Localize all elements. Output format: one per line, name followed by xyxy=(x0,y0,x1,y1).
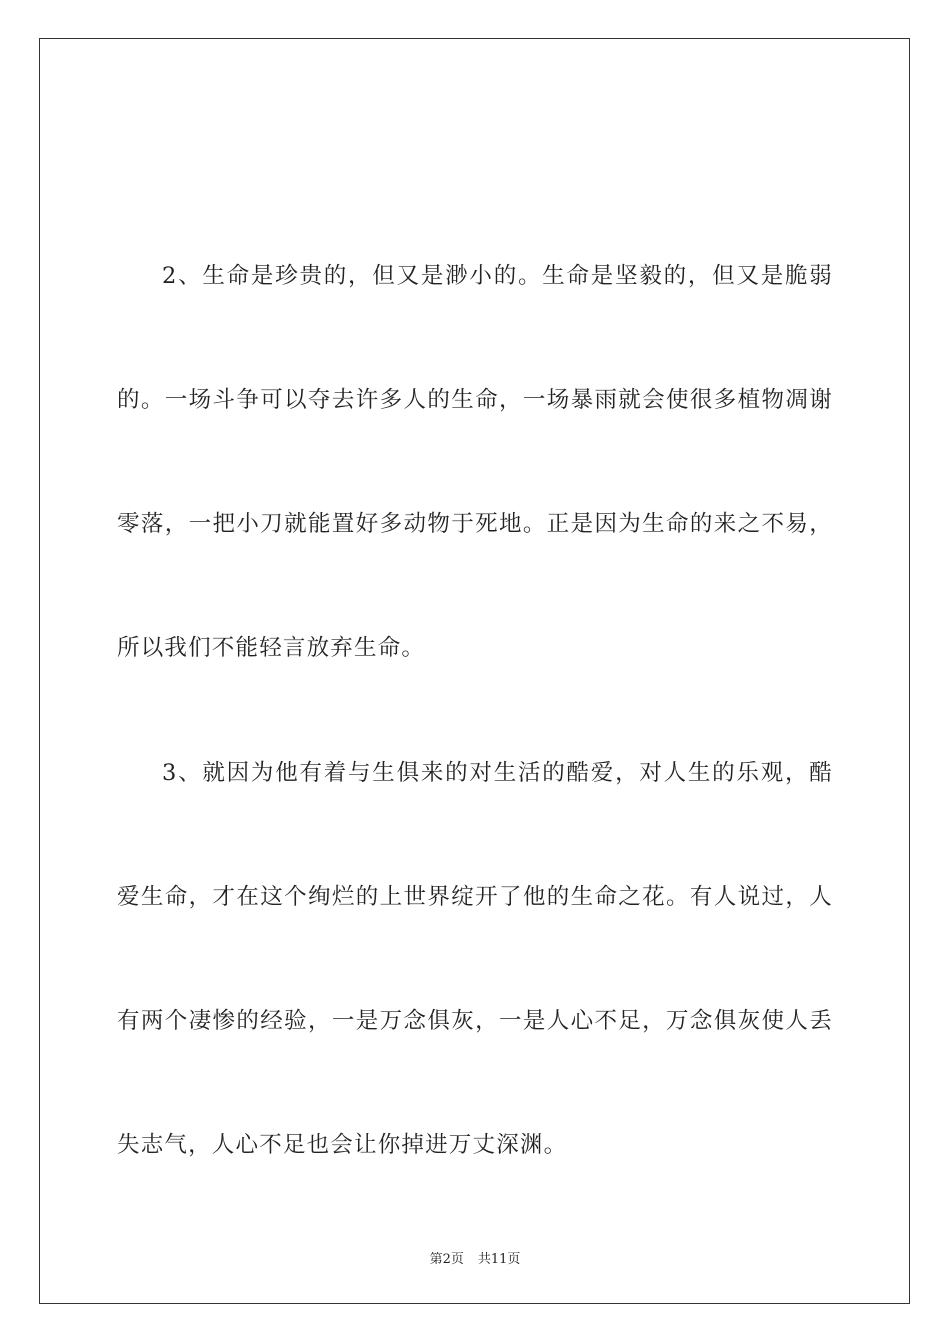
page-footer xyxy=(0,1248,950,1267)
paragraph-2-line-4: 所以我们不能轻言放弃生命。 xyxy=(117,635,426,661)
page-total: 共11页 xyxy=(477,1252,521,1267)
paragraph-3-line-3: 有两个凄惨的经验，一是万念俱灰，一是人心不足，万念俱灰使人丢 xyxy=(117,1008,833,1034)
paragraph-3-line-1: 3、就因为他有着与生俱来的对生活的酷爱，对人生的乐观，酷 xyxy=(162,760,833,786)
paragraph-2-line-2: 的。一场斗争可以夺去许多人的生命，一场暴雨就会使很多植物凋谢 xyxy=(117,387,833,413)
page-frame xyxy=(39,38,910,1304)
paragraph-2-line-1: 2、生命是珍贵的，但又是渺小的。生命是坚毅的，但又是脆弱 xyxy=(162,263,833,289)
paragraph-3-line-4: 失志气，人心不足也会让你掉进万丈深渊。 xyxy=(117,1132,568,1158)
paragraph-2-line-3: 零落，一把小刀就能置好多动物于死地。正是因为生命的来之不易， xyxy=(117,511,833,537)
paragraph-3-line-2: 爱生命，才在这个绚烂的上世界绽开了他的生命之花。有人说过，人 xyxy=(117,884,833,910)
page-number: 第2页 xyxy=(429,1252,464,1267)
